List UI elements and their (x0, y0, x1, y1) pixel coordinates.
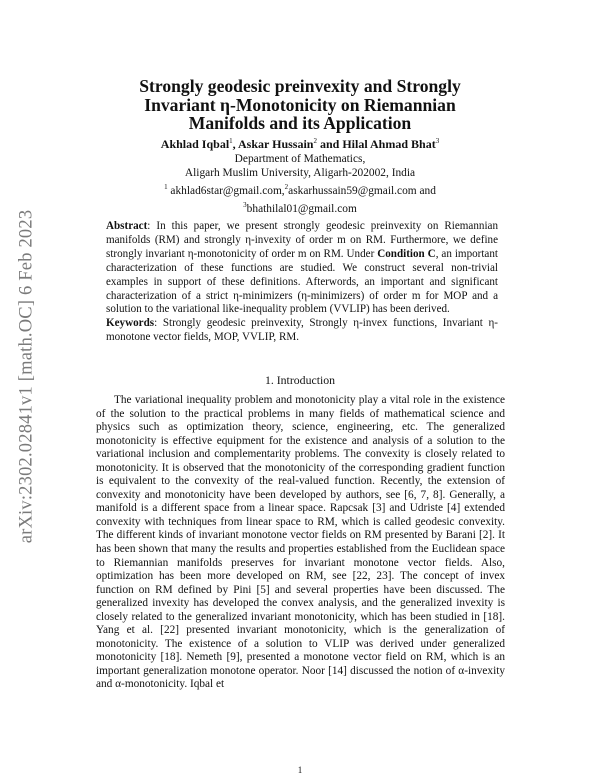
email-link[interactable]: askarhussain59@gmail.com and (288, 184, 436, 197)
email-link[interactable]: akhlad6star@gmail.com, (167, 184, 285, 197)
abstract-text: , an important characterization of these functions are studied. We construct several non-trivial examples in support of these definitions. Afterwords, an important and significant characterization of a strict η-minimizers (η-minimizers) of order m for MOP and a solution to the variational like-inequality problem (VVLIP) has been derived. (106, 247, 498, 316)
title-line-1: Strongly geodesic preinvexity and Strongly (139, 76, 461, 96)
author-list (80, 137, 520, 152)
author-separator: , (232, 137, 238, 151)
email-sup: 3 (243, 200, 247, 209)
title-line-2: Invariant η-Monotonicity on Riemannian (144, 94, 456, 115)
affiliation (80, 152, 520, 216)
author-2-sup: 2 (313, 137, 317, 145)
condition-label: Condition C (377, 247, 436, 260)
keywords-text: : Strongly geodesic preinvexity, Strongly η-invex functions, Invariant η-monotone vector fields, MOP, VVLIP, RM. (106, 317, 498, 344)
title-line-3: Manifolds and its Application (188, 113, 412, 133)
page-number: 1 (297, 765, 303, 775)
author-3: Hilal Ahmad Bhat (342, 137, 436, 151)
keywords-paragraph (106, 317, 498, 345)
introduction-paragraph: The variational inequality problem and monotonicity play a vital role in the existence of the solution to the practical problems in many fields of mathematical science and physics such as optimization theory, science, engineering, etc. The generalized monotonicity is effective equipment for the existence and analysis of a solution to the variational inclusion and complementarity problems. The convexity is closely related to monotonicity. It is observed that the monotonicity of the corresponding gradient function is equivalent to the convexity of the real-valued function. Recently, the extension of convexity and monotonicity have been developed by authors, see [6, 7, 8]. Generally, a manifold is a different space from a linear space. Rapcsak [3] and Udriste [4] extended convexity with techniques from linear space to RM, which is called geodesic convexity. The different kinds of invariant monotone vector fields on RM presented by Barani [2]. It has been shown that many the results and properties established from the Euclidean space to Riemannian manifolds preserves for invariant monotone vector fields. Also, optimization has been more developed on RM, see [22, 23]. The concept of invex function on RM defined by Pini [5] and several properties have been discussed. The generalized invexity has developed the convex analysis, and the generalized invexity is closely related to the generalized invariant monotonicity, which has been studied in [18]. Yang et al. [22] presented invariant monotonicity, which is the generalization of monotonicity. The existence of a solution to VLIP was derived under generalized monotonicity [18]. Nemeth [9], presented a monotone vector field on RM, which is an important generalization monotone operator. Noor [14] discussed the notion of α-invexity and α-monotonicity. Iqbal et (96, 394, 505, 691)
email-sup: 2 (284, 183, 289, 191)
department: Department of Mathematics, (234, 153, 366, 165)
author-3-sup: 3 (435, 137, 440, 145)
university: Aligarh Muslim University, Aligarh-202002, India (184, 167, 416, 179)
paper-title (80, 77, 520, 133)
emails-line (80, 198, 520, 216)
arxiv-stamp-text: arXiv:2302.02841v1 [math.OC] 6 Feb 2023 (16, 209, 37, 543)
abstract-paragraph (106, 220, 498, 317)
author-1-sup: 1 (229, 137, 233, 145)
author-1: Akhlad Iqbal (160, 137, 230, 151)
author-2: Askar Hussain (238, 137, 314, 151)
keywords-label: Keywords (106, 317, 155, 330)
section-heading: 1. Introduction (264, 373, 336, 387)
abstract-label: Abstract (106, 220, 148, 232)
abstract (106, 220, 498, 345)
author-separator: and (316, 137, 343, 151)
arxiv-stamp (12, 176, 42, 576)
abstract-text: : In this paper, we present strongly geodesic preinvexity on Riemannian manifolds (RM) and strongly η-invexity of order m on RM. Furthermore, we define strongly invariant η-monotonicity of order m on RM. Under (106, 220, 498, 260)
email-link[interactable]: bhathilal01@gmail.com (246, 202, 357, 215)
email-sup: 1 (164, 183, 168, 191)
emails-line (80, 180, 520, 198)
